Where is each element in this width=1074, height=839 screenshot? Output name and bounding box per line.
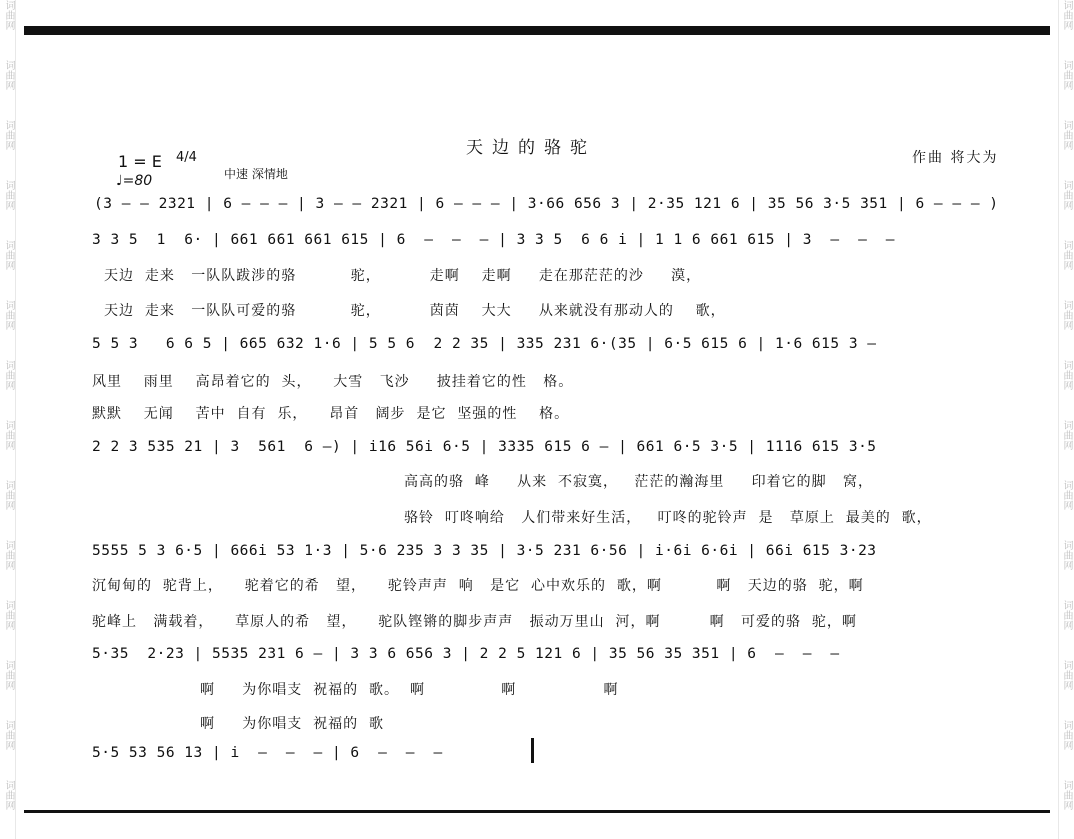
tempo-marking: ♩=80 [116, 173, 153, 189]
notation-line: 5555 5 3 6·5 | 666i 53 1·3 | 5·6 235 3 3 35 | 3·5 231 6·56 | i·6i 6·6i | 66i 615 3·23 [92, 543, 877, 559]
watermark-text: 词曲网 [3, 540, 14, 570]
watermark-text: 词曲网 [1061, 360, 1072, 390]
watermark-text: 词曲网 [3, 600, 14, 630]
watermark-text: 词曲网 [1061, 300, 1072, 330]
watermark-text: 词曲网 [3, 0, 14, 30]
watermark-text: 词曲网 [3, 240, 14, 270]
lyric-line: 骆铃 叮咚响给 人们带来好生活， 叮咚的驼铃声 是 草原上 最美的 歌， [404, 510, 932, 526]
top-border-bar [24, 26, 1050, 35]
lyric-line: 天边 走来 一队队跋涉的骆 驼， 走啊 走啊 走在那茫茫的沙 漠， [104, 268, 702, 284]
watermark-text: 词曲网 [1061, 240, 1072, 270]
notation-line: 3 3 5 1 6· | 661 661 661 615 | 6 — — — | 3 3 5 6 6 i | 1 1 6 661 615 | 3 — — — [92, 232, 895, 248]
watermark-text: 词曲网 [1061, 0, 1072, 30]
watermark-text: 词曲网 [1061, 720, 1072, 750]
watermark-text: 词曲网 [3, 360, 14, 390]
lyric-line: 驼峰上 满载着， 草原人的希 望， 驼队铿锵的脚步声声 振动万里山 河，啊 啊 可爱的骆 驼，啊 [92, 614, 857, 630]
lyric-line: 默默 无闻 苦中 自有 乐， 昂首 阔步 是它 坚强的性 格。 [92, 406, 570, 422]
watermark-text: 词曲网 [3, 480, 14, 510]
watermark-text: 词曲网 [3, 420, 14, 450]
lyric-line: 高高的骆 峰 从来 不寂寞， 茫茫的瀚海里 印着它的脚 窝， [404, 474, 874, 490]
lyric-line: 沉甸甸的 驼背上， 驼着它的希 望， 驼铃声声 响 是它 心中欢乐的 歌，啊 啊 天边的骆 驼，啊 [92, 578, 864, 594]
watermark-text: 词曲网 [1061, 480, 1072, 510]
time-signature: 4/4 [176, 150, 197, 165]
watermark-text: 词曲网 [3, 180, 14, 210]
lyric-line: 啊 为你唱支 祝福的 歌 [200, 716, 385, 732]
lyric-line: 天边 走来 一队队可爱的骆 驼， 茵茵 大大 从来就没有那动人的 歌， [104, 303, 726, 319]
song-title: 天边的骆驼 [466, 138, 596, 158]
notation-line: 2 2 3 535 21 | 3 561 6 —) | i16 56i 6·5 | 3335 615 6 — | 661 6·5 3·5 | 1116 615 3·5 [92, 439, 877, 455]
tempo-expression: 中速 深情地 [224, 167, 288, 181]
watermark-text: 词曲网 [3, 60, 14, 90]
composer-credit: 作曲 将大为 [912, 150, 999, 166]
notation-line: 5·35 2·23 | 5535 231 6 — | 3 3 6 656 3 | 2 2 5 121 6 | 35 56 35 351 | 6 — — — [92, 646, 840, 662]
watermark-text: 词曲网 [1061, 600, 1072, 630]
watermark-text: 词曲网 [1061, 120, 1072, 150]
watermark-text: 词曲网 [3, 300, 14, 330]
watermark-text: 词曲网 [1061, 180, 1072, 210]
watermark-text: 词曲网 [1061, 60, 1072, 90]
bottom-border-bar [24, 810, 1050, 813]
watermark-text: 词曲网 [1061, 660, 1072, 690]
watermark-text: 词曲网 [3, 720, 14, 750]
watermark-text: 词曲网 [1061, 420, 1072, 450]
lyric-line: 风里 雨里 高昂着它的 头， 大雪 飞沙 披挂着它的性 格。 [92, 374, 574, 390]
watermark-text: 词曲网 [1061, 780, 1072, 810]
notation-line-ending: 5·5 53 56 13 | i — — — | 6 — — — [92, 745, 443, 761]
notation-line: 5 5 3 6 6 5 | 665 632 1·6 | 5 5 6 2 2 35 | 335 231 6·(35 | 6·5 615 6 | 1·6 615 3 — [92, 336, 877, 352]
watermark-column-right [1058, 0, 1074, 839]
watermark-column-left [0, 0, 16, 839]
watermark-text: 词曲网 [3, 120, 14, 150]
watermark-text: 词曲网 [1061, 540, 1072, 570]
watermark-text: 词曲网 [3, 660, 14, 690]
watermark-text: 词曲网 [3, 780, 14, 810]
key-signature: 1 = E [118, 152, 162, 171]
lyric-line: 啊 为你唱支 祝福的 歌。 啊 啊 啊 [200, 682, 619, 698]
final-barline [531, 738, 534, 763]
notation-line-intro: (3 — — 2321 | 6 — — — | 3 — — 2321 | 6 — — — | 3·66 656 3 | 2·35 121 6 | 35 56 3·5 351 | 6 — — — ) [94, 196, 999, 212]
